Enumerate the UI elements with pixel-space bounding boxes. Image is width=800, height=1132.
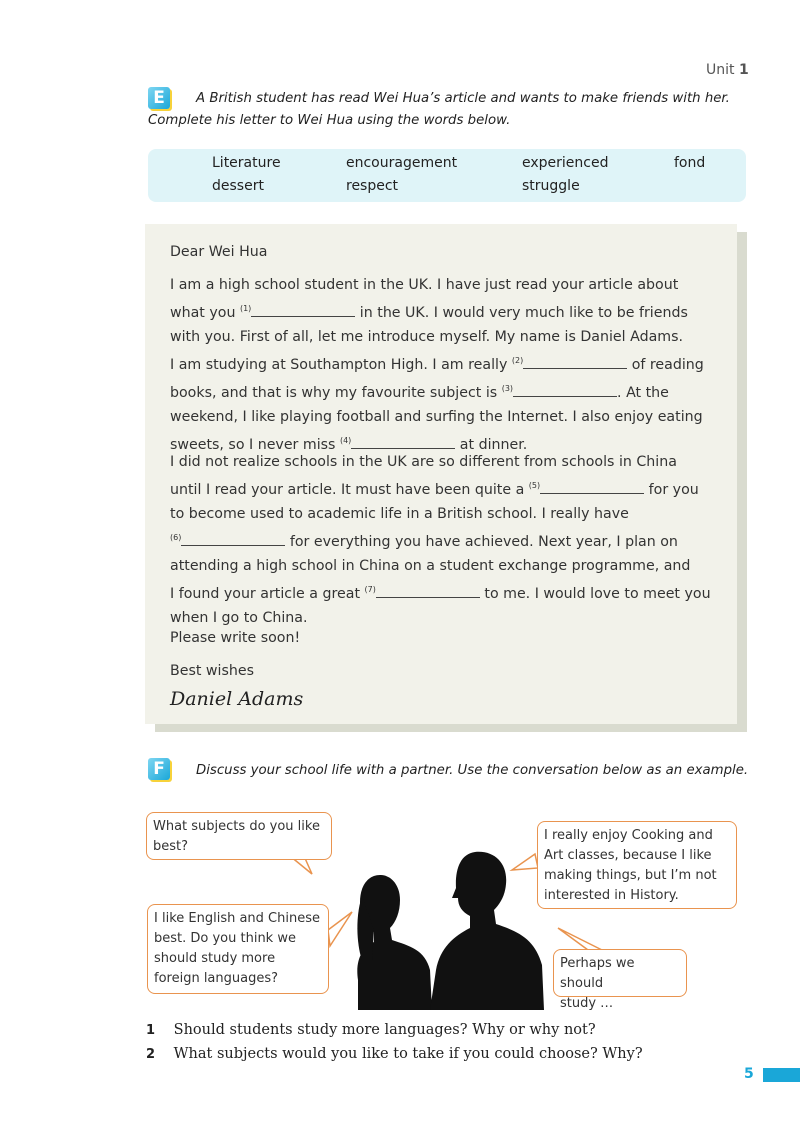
section-f-instruction: Discuss your school life with a partner. Use the conversation below as an example.: [196, 763, 749, 778]
letter-greeting: Dear Wei Hua: [170, 244, 268, 260]
question-2: [146, 1046, 643, 1062]
unit-label: [706, 62, 749, 78]
question-number: 1: [146, 1023, 156, 1038]
word-option: encouragement: [346, 155, 458, 171]
unit-number: 1: [738, 62, 749, 78]
section-e-badge: E: [148, 87, 170, 109]
letter-line: I did not realize schools in the UK are so different from schools in China: [170, 454, 677, 470]
letter-line: [170, 377, 740, 405]
letter-line: [170, 526, 740, 554]
blank-number: (4): [339, 436, 352, 445]
answer-blank[interactable]: [540, 479, 644, 494]
letter-line: to become used to academic life in a British school. I really have: [170, 506, 629, 522]
bubble-line: I really enjoy Cooking and: [544, 828, 713, 843]
letter-text: at dinner.: [455, 437, 528, 453]
letter-line: [170, 297, 740, 325]
answer-blank[interactable]: [251, 302, 355, 317]
bubble-line: foreign languages?: [154, 971, 279, 986]
blank-number: (1): [239, 304, 252, 313]
blank-number: (5): [528, 481, 541, 490]
bubble-tail-4: [558, 928, 602, 950]
word-option: Literature: [212, 155, 281, 171]
answer-blank[interactable]: [376, 583, 480, 598]
letter-line: attending a high school in China on a student exchange programme, and: [170, 558, 691, 574]
blank-number: (3): [501, 384, 514, 393]
speech-bubble-question: [146, 812, 332, 860]
bubble-line: study …: [560, 996, 614, 1011]
letter-signature: Daniel Adams: [170, 688, 304, 710]
letter-text: for everything you have achieved. Next year, I plan on: [285, 534, 678, 550]
letter-closing: Please write soon!: [170, 630, 301, 646]
bubble-line: Perhaps we should: [560, 956, 635, 991]
bubble-line: best. Do you think we: [154, 931, 296, 946]
speech-bubble-reply: [147, 904, 329, 994]
letter-line: [170, 349, 740, 377]
speech-bubble-suggestion: [553, 949, 687, 1011]
letter-text: to me. I would love to meet you: [479, 586, 711, 602]
section-e-instruction-line2: Complete his letter to Wei Hua using the words below.: [148, 113, 511, 128]
section-e-instruction-line1: A British student has read Wei Hua’s article and wants to make friends with her.: [196, 91, 730, 106]
question-text: What subjects would you like to take if you could choose? Why?: [173, 1046, 643, 1062]
answer-blank[interactable]: [513, 382, 617, 397]
letter-text: books, and that is why my favourite subject is: [170, 385, 502, 401]
answer-blank[interactable]: [351, 434, 455, 449]
letter-text: what you: [170, 305, 240, 321]
letter-text: in the UK. I would very much like to be friends: [355, 305, 688, 321]
letter-text: . At the: [617, 385, 669, 401]
man-silhouette-icon: [430, 852, 544, 1010]
blank-number: (7): [364, 585, 376, 594]
answer-blank[interactable]: [181, 531, 285, 546]
bubble-tail-2: [512, 854, 538, 870]
letter-paragraph-2: [170, 450, 740, 630]
word-option: fond: [674, 155, 706, 171]
letter-line: with you. First of all, let me introduce myself. My name is Daniel Adams.: [170, 329, 683, 345]
girl-silhouette-icon: [357, 875, 432, 1010]
letter-line: [170, 578, 740, 606]
bubble-line: best?: [153, 839, 189, 854]
bubble-line: making things, but I’m not: [544, 868, 717, 883]
letter-line: I am a high school student in the UK. I have just read your article about: [170, 277, 679, 293]
letter-text: until I read your article. It must have been quite a: [170, 482, 529, 498]
question-number: 2: [146, 1047, 156, 1062]
unit-text: Unit: [706, 62, 735, 78]
blank-number: (6): [170, 533, 182, 542]
question-text: Should students study more languages? Why or why not?: [173, 1022, 596, 1038]
page-number-bar: [763, 1068, 800, 1082]
letter-text: sweets, so I never miss: [170, 437, 340, 453]
blank-number: (2): [511, 356, 524, 365]
word-option: struggle: [522, 178, 580, 194]
question-1: [146, 1022, 596, 1038]
letter-text: of reading: [627, 357, 704, 373]
letter-text: I am studying at Southampton High. I am really: [170, 357, 512, 373]
letter-line: weekend, I like playing football and surfing the Internet. I also enjoy eating: [170, 409, 703, 425]
page-number: 5: [744, 1066, 754, 1082]
bubble-line: interested in History.: [544, 888, 679, 903]
letter-paragraph-1: [170, 273, 740, 457]
speech-bubble-answer: [537, 821, 737, 909]
answer-blank[interactable]: [523, 354, 627, 369]
letter-line: [170, 474, 740, 502]
bubble-tail-3: [328, 912, 352, 946]
bubble-line: I like English and Chinese: [154, 911, 320, 926]
bubble-line: What subjects do you like: [153, 819, 320, 834]
bubble-line: Art classes, because I like: [544, 848, 712, 863]
word-option: experienced: [522, 155, 609, 171]
letter-text: I found your article a great: [170, 586, 365, 602]
bubble-line: should study more: [154, 951, 276, 966]
letter-line: when I go to China.: [170, 610, 308, 626]
word-option: respect: [346, 178, 399, 194]
letter-sign-off: Best wishes: [170, 663, 254, 679]
word-option: dessert: [212, 178, 264, 194]
section-f-badge: F: [148, 758, 170, 780]
letter-text: for you: [644, 482, 699, 498]
